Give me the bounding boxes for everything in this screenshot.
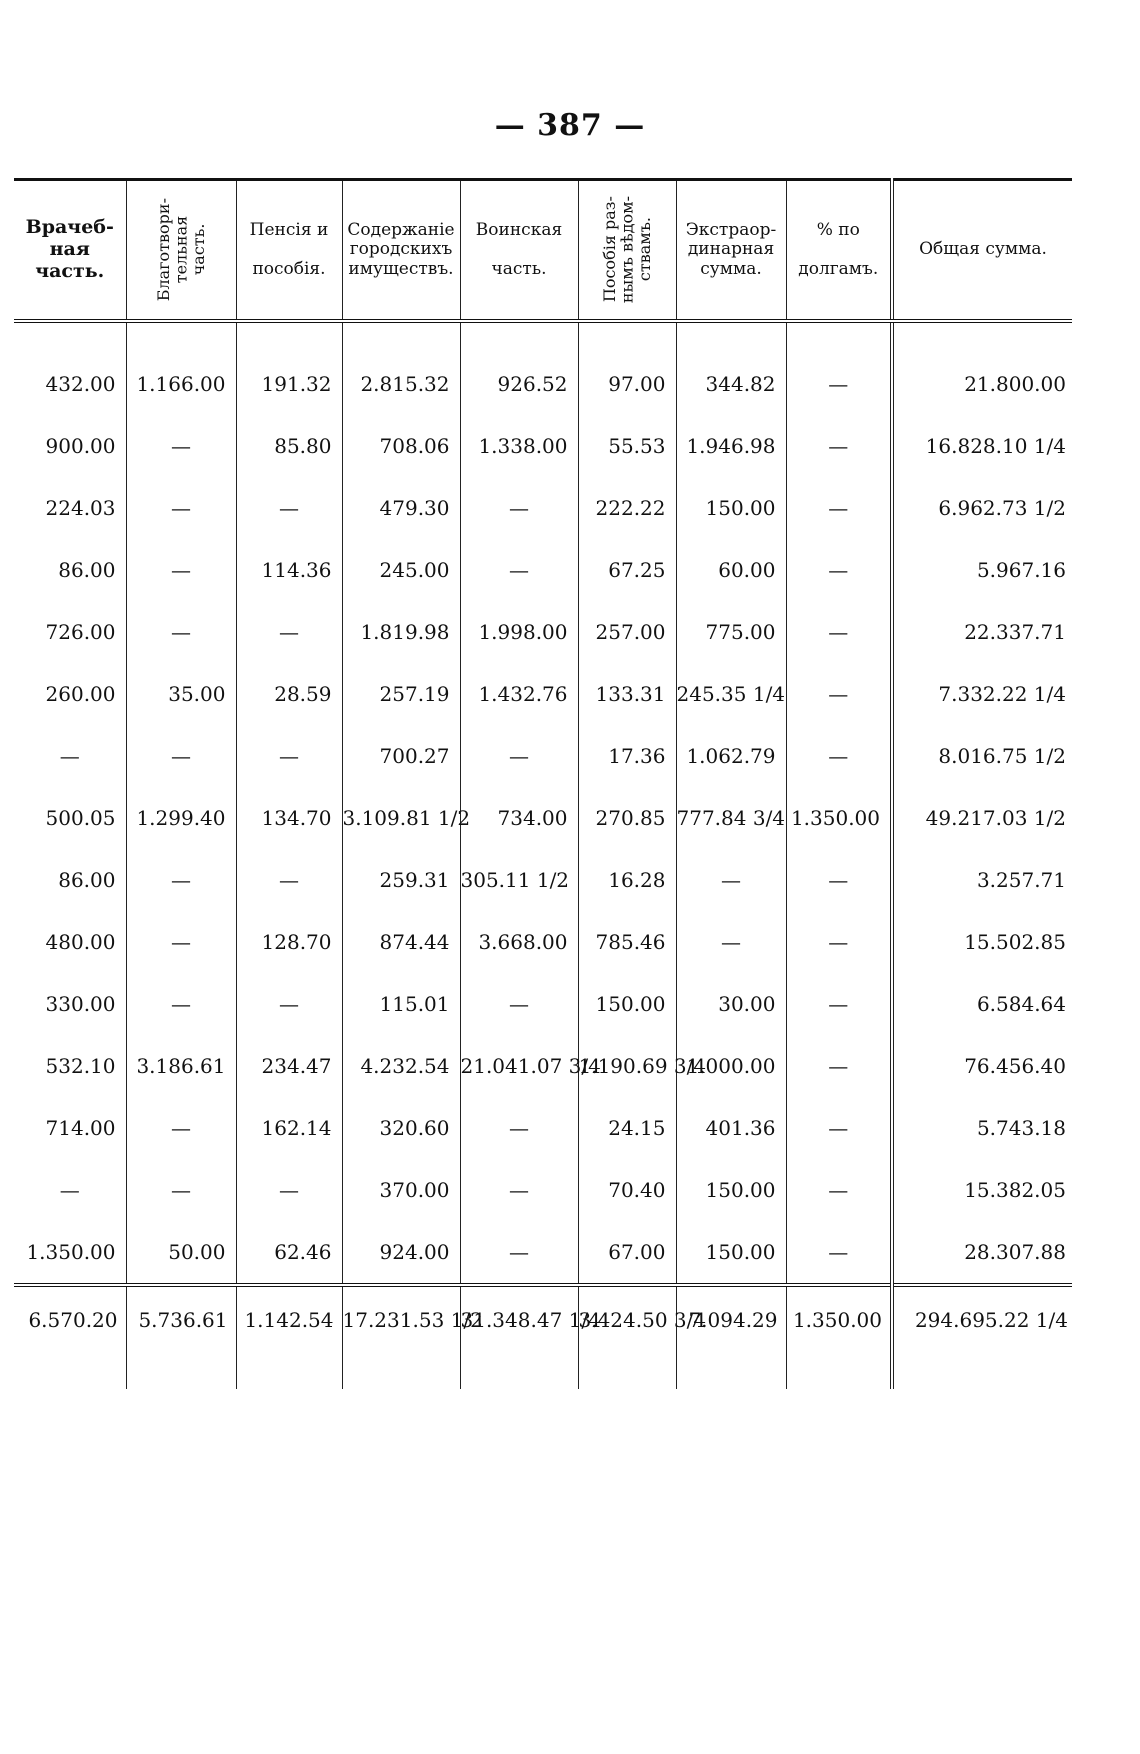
header-label: Воинская часть. bbox=[475, 219, 563, 279]
table-row bbox=[14, 1221, 1072, 1285]
table-cell: 874.44 bbox=[342, 911, 460, 973]
table-cell: 785.46 bbox=[578, 911, 676, 973]
table-cell: 245.00 bbox=[342, 539, 460, 601]
table-cell: — bbox=[126, 415, 236, 477]
table-cell: — bbox=[786, 415, 892, 477]
table-cell: 1.062.79 bbox=[676, 725, 786, 787]
table-cell: — bbox=[126, 477, 236, 539]
table-cell: 1.000.00 bbox=[676, 1035, 786, 1097]
table-cell: 55.53 bbox=[578, 415, 676, 477]
table-cell: — bbox=[460, 1221, 578, 1285]
table-cell: 401.36 bbox=[676, 1097, 786, 1159]
table-cell: 708.06 bbox=[342, 415, 460, 477]
table-cell: 76.456.40 bbox=[892, 1035, 1072, 1097]
spacer-cell bbox=[892, 321, 1072, 353]
spacer-cell bbox=[892, 1353, 1072, 1389]
table-cell: — bbox=[786, 911, 892, 973]
spacer-cell bbox=[460, 1353, 578, 1389]
table-cell: — bbox=[786, 1097, 892, 1159]
table-cell: 3.109.81 1/2 bbox=[342, 787, 460, 849]
table-cell: 500.05 bbox=[45, 806, 116, 830]
table-cell: 8.016.75 1/2 bbox=[892, 725, 1072, 787]
expense-table bbox=[14, 178, 1072, 1389]
header-property bbox=[342, 180, 460, 322]
header-total bbox=[892, 180, 1072, 322]
header-charity bbox=[126, 180, 236, 322]
table-cell: 259.31 bbox=[342, 849, 460, 911]
table-row bbox=[14, 725, 1072, 787]
table-body bbox=[14, 321, 1072, 1389]
table-cell: 532.10 bbox=[45, 1054, 116, 1078]
table-cell: 1.338.00 bbox=[460, 415, 578, 477]
spacer-cell bbox=[578, 1353, 676, 1389]
table-cell: — bbox=[236, 973, 342, 1035]
table-cell: 480.00 bbox=[45, 930, 116, 954]
table-row bbox=[14, 415, 1072, 477]
table-cell: — bbox=[236, 477, 342, 539]
table-cell: 1.432.76 bbox=[460, 663, 578, 725]
table-cell: — bbox=[460, 477, 578, 539]
table-cell: 734.00 bbox=[460, 787, 578, 849]
table-cell: 150.00 bbox=[578, 973, 676, 1035]
table-cell: 1.166.00 bbox=[126, 353, 236, 415]
table-cell: — bbox=[126, 911, 236, 973]
table-cell: 24.15 bbox=[578, 1097, 676, 1159]
total-cell: 3.424.50 3/4 bbox=[578, 1285, 676, 1353]
header-label: Общая сумма. bbox=[919, 239, 1047, 260]
table-cell: 115.01 bbox=[342, 973, 460, 1035]
header-label: Содержаніе городскихъ имуществъ. bbox=[347, 219, 455, 279]
spacer-cell bbox=[460, 321, 578, 353]
header-label: Благотвори- тельная часть. bbox=[153, 198, 208, 302]
table-cell: 35.00 bbox=[126, 663, 236, 725]
header-label: Врачеб- ная часть. bbox=[25, 216, 114, 282]
table-cell: — bbox=[786, 353, 892, 415]
table-cell: 1.299.40 bbox=[126, 787, 236, 849]
table-cell: — bbox=[786, 973, 892, 1035]
table-cell: — bbox=[59, 1178, 80, 1202]
table-cell: 86.00 bbox=[58, 868, 116, 892]
table-cell: — bbox=[460, 539, 578, 601]
spacer-cell bbox=[786, 321, 892, 353]
table-cell: 16.828.10 1/4 bbox=[892, 415, 1072, 477]
table-cell: 3.257.71 bbox=[892, 849, 1072, 911]
table-cell: 150.00 bbox=[676, 1221, 786, 1285]
table-row bbox=[14, 1159, 1072, 1221]
table-cell: 1.819.98 bbox=[342, 601, 460, 663]
table-cell: 5.743.18 bbox=[892, 1097, 1072, 1159]
table-cell: 70.40 bbox=[578, 1159, 676, 1221]
header-label: % по долгамъ. bbox=[798, 219, 879, 279]
table-cell: 5.967.16 bbox=[892, 539, 1072, 601]
table-cell: 1.946.98 bbox=[676, 415, 786, 477]
table-cell: 926.52 bbox=[460, 353, 578, 415]
table-cell: 1.350.00 bbox=[26, 1240, 116, 1264]
table-cell: 21.041.07 3/4 bbox=[460, 1035, 578, 1097]
spacer-cell bbox=[578, 321, 676, 353]
table-cell: — bbox=[786, 539, 892, 601]
table-cell: 320.60 bbox=[342, 1097, 460, 1159]
table-cell: 479.30 bbox=[342, 477, 460, 539]
table-row bbox=[14, 1035, 1072, 1097]
total-cell: 5.736.61 bbox=[126, 1285, 236, 1353]
table-row bbox=[14, 539, 1072, 601]
table-row bbox=[14, 849, 1072, 911]
spacer-cell bbox=[14, 1353, 126, 1389]
table-cell: 17.36 bbox=[578, 725, 676, 787]
table-cell: — bbox=[126, 601, 236, 663]
table-cell: 15.502.85 bbox=[892, 911, 1072, 973]
table-cell: 222.22 bbox=[578, 477, 676, 539]
table-cell: 6.962.73 1/2 bbox=[892, 477, 1072, 539]
table-cell: 4.232.54 bbox=[342, 1035, 460, 1097]
table-cell: 270.85 bbox=[578, 787, 676, 849]
spacer-cell bbox=[342, 1353, 460, 1389]
table-cell: 15.382.05 bbox=[892, 1159, 1072, 1221]
table-cell: 432.00 bbox=[45, 372, 116, 396]
table-cell: — bbox=[236, 1159, 342, 1221]
table-cell: 700.27 bbox=[342, 725, 460, 787]
table-cell: 114.36 bbox=[236, 539, 342, 601]
spacer-cell bbox=[676, 321, 786, 353]
total-cell: 31.348.47 1/4 bbox=[460, 1285, 578, 1353]
table-cell: 16.28 bbox=[578, 849, 676, 911]
table-cell: — bbox=[126, 849, 236, 911]
table-row bbox=[14, 663, 1072, 725]
table-cell: 49.217.03 1/2 bbox=[892, 787, 1072, 849]
table-row bbox=[14, 1097, 1072, 1159]
table-cell: 245.35 1/4 bbox=[676, 663, 786, 725]
table-cell: 85.80 bbox=[236, 415, 342, 477]
table-cell: 714.00 bbox=[45, 1116, 116, 1140]
table-row bbox=[14, 601, 1072, 663]
table-cell: 7.332.22 1/4 bbox=[892, 663, 1072, 725]
header-medical bbox=[14, 180, 126, 322]
table-row bbox=[14, 973, 1072, 1035]
header-pensions bbox=[236, 180, 342, 322]
total-cell: 1.350.00 bbox=[786, 1285, 892, 1353]
table-cell: — bbox=[786, 663, 892, 725]
table-cell: — bbox=[59, 744, 80, 768]
table-cell: 6.584.64 bbox=[892, 973, 1072, 1035]
spacer-cell bbox=[786, 1353, 892, 1389]
table-cell: 134.70 bbox=[236, 787, 342, 849]
header-extraordinary bbox=[676, 180, 786, 322]
table-cell: — bbox=[676, 911, 786, 973]
table-cell: 257.19 bbox=[342, 663, 460, 725]
table-cell: 62.46 bbox=[236, 1221, 342, 1285]
table-cell: 726.00 bbox=[45, 620, 116, 644]
table-cell: — bbox=[126, 973, 236, 1035]
table-cell: — bbox=[786, 1221, 892, 1285]
spacer-row bbox=[14, 1353, 1072, 1389]
table-row bbox=[14, 787, 1072, 849]
table-cell: — bbox=[126, 1097, 236, 1159]
total-cell: 1.142.54 bbox=[236, 1285, 342, 1353]
spacer-cell bbox=[126, 321, 236, 353]
spacer-row bbox=[14, 321, 1072, 353]
total-cell: 7.094.29 bbox=[676, 1285, 786, 1353]
total-cell: 6.570.20 bbox=[14, 1285, 126, 1353]
table-cell: — bbox=[786, 601, 892, 663]
table-cell: — bbox=[786, 725, 892, 787]
table-cell: 191.32 bbox=[236, 353, 342, 415]
table-cell: 344.82 bbox=[676, 353, 786, 415]
table-cell: 3.186.61 bbox=[126, 1035, 236, 1097]
table-cell: 67.25 bbox=[578, 539, 676, 601]
table-cell: 30.00 bbox=[676, 973, 786, 1035]
table-cell: 1.350.00 bbox=[786, 787, 892, 849]
table-cell: 777.84 3/4 bbox=[676, 787, 786, 849]
table-cell: 1.190.69 3/4 bbox=[578, 1035, 676, 1097]
table-cell: — bbox=[786, 1159, 892, 1221]
table-cell: — bbox=[126, 1159, 236, 1221]
header-label: Пенсія и пособія. bbox=[249, 219, 329, 279]
table-cell: 28.307.88 bbox=[892, 1221, 1072, 1285]
table-cell: — bbox=[676, 849, 786, 911]
table-cell: 50.00 bbox=[126, 1221, 236, 1285]
spacer-cell bbox=[236, 1353, 342, 1389]
table-cell: — bbox=[236, 725, 342, 787]
table-cell: 3.668.00 bbox=[460, 911, 578, 973]
table-cell: 21.800.00 bbox=[892, 353, 1072, 415]
spacer-cell bbox=[676, 1353, 786, 1389]
total-cell: 17.231.53 1/2 bbox=[342, 1285, 460, 1353]
table-cell: — bbox=[460, 725, 578, 787]
table-cell: 67.00 bbox=[578, 1221, 676, 1285]
table-row bbox=[14, 353, 1072, 415]
table-cell: 260.00 bbox=[45, 682, 116, 706]
table-cell: — bbox=[126, 539, 236, 601]
table-cell: — bbox=[786, 849, 892, 911]
table-cell: — bbox=[460, 1097, 578, 1159]
table-cell: — bbox=[460, 973, 578, 1035]
page-number: — 387 — bbox=[494, 108, 646, 143]
table-cell: 257.00 bbox=[578, 601, 676, 663]
table-cell: 162.14 bbox=[236, 1097, 342, 1159]
table-cell: 370.00 bbox=[342, 1159, 460, 1221]
table-cell: — bbox=[786, 477, 892, 539]
table-cell: 234.47 bbox=[236, 1035, 342, 1097]
table-cell: 133.31 bbox=[578, 663, 676, 725]
header-interest bbox=[786, 180, 892, 322]
table-cell: — bbox=[786, 1035, 892, 1097]
table-cell: 924.00 bbox=[342, 1221, 460, 1285]
table-cell: 224.03 bbox=[45, 496, 116, 520]
table-cell: 775.00 bbox=[676, 601, 786, 663]
table-cell: — bbox=[236, 849, 342, 911]
header-label: Пособія раз- нымъ вѣдом- ствамъ. bbox=[599, 196, 654, 304]
table-cell: — bbox=[126, 725, 236, 787]
header-allowances bbox=[578, 180, 676, 322]
table-cell: 86.00 bbox=[58, 558, 116, 582]
spacer-cell bbox=[14, 321, 126, 353]
totals-row bbox=[14, 1285, 1072, 1353]
spacer-cell bbox=[342, 321, 460, 353]
table-cell: 305.11 1/2 bbox=[460, 849, 578, 911]
spacer-cell bbox=[236, 321, 342, 353]
table-cell: 330.00 bbox=[45, 992, 116, 1016]
header-military bbox=[460, 180, 578, 322]
header-label: Экстраор- динарная сумма. bbox=[685, 219, 777, 279]
header-row bbox=[14, 180, 1072, 322]
table-row bbox=[14, 477, 1072, 539]
table-cell: 150.00 bbox=[676, 1159, 786, 1221]
table-cell: — bbox=[460, 1159, 578, 1221]
table-cell: 60.00 bbox=[676, 539, 786, 601]
table-cell: 28.59 bbox=[236, 663, 342, 725]
total-cell: 294.695.22 1/4 bbox=[892, 1285, 1072, 1353]
table-cell: 900.00 bbox=[45, 434, 116, 458]
spacer-cell bbox=[126, 1353, 236, 1389]
table-cell: 2.815.32 bbox=[342, 353, 460, 415]
table-cell: — bbox=[236, 601, 342, 663]
table-cell: 97.00 bbox=[578, 353, 676, 415]
table-cell: 1.998.00 bbox=[460, 601, 578, 663]
table-cell: 150.00 bbox=[676, 477, 786, 539]
table-cell: 128.70 bbox=[236, 911, 342, 973]
table-cell: 22.337.71 bbox=[892, 601, 1072, 663]
table-row bbox=[14, 911, 1072, 973]
